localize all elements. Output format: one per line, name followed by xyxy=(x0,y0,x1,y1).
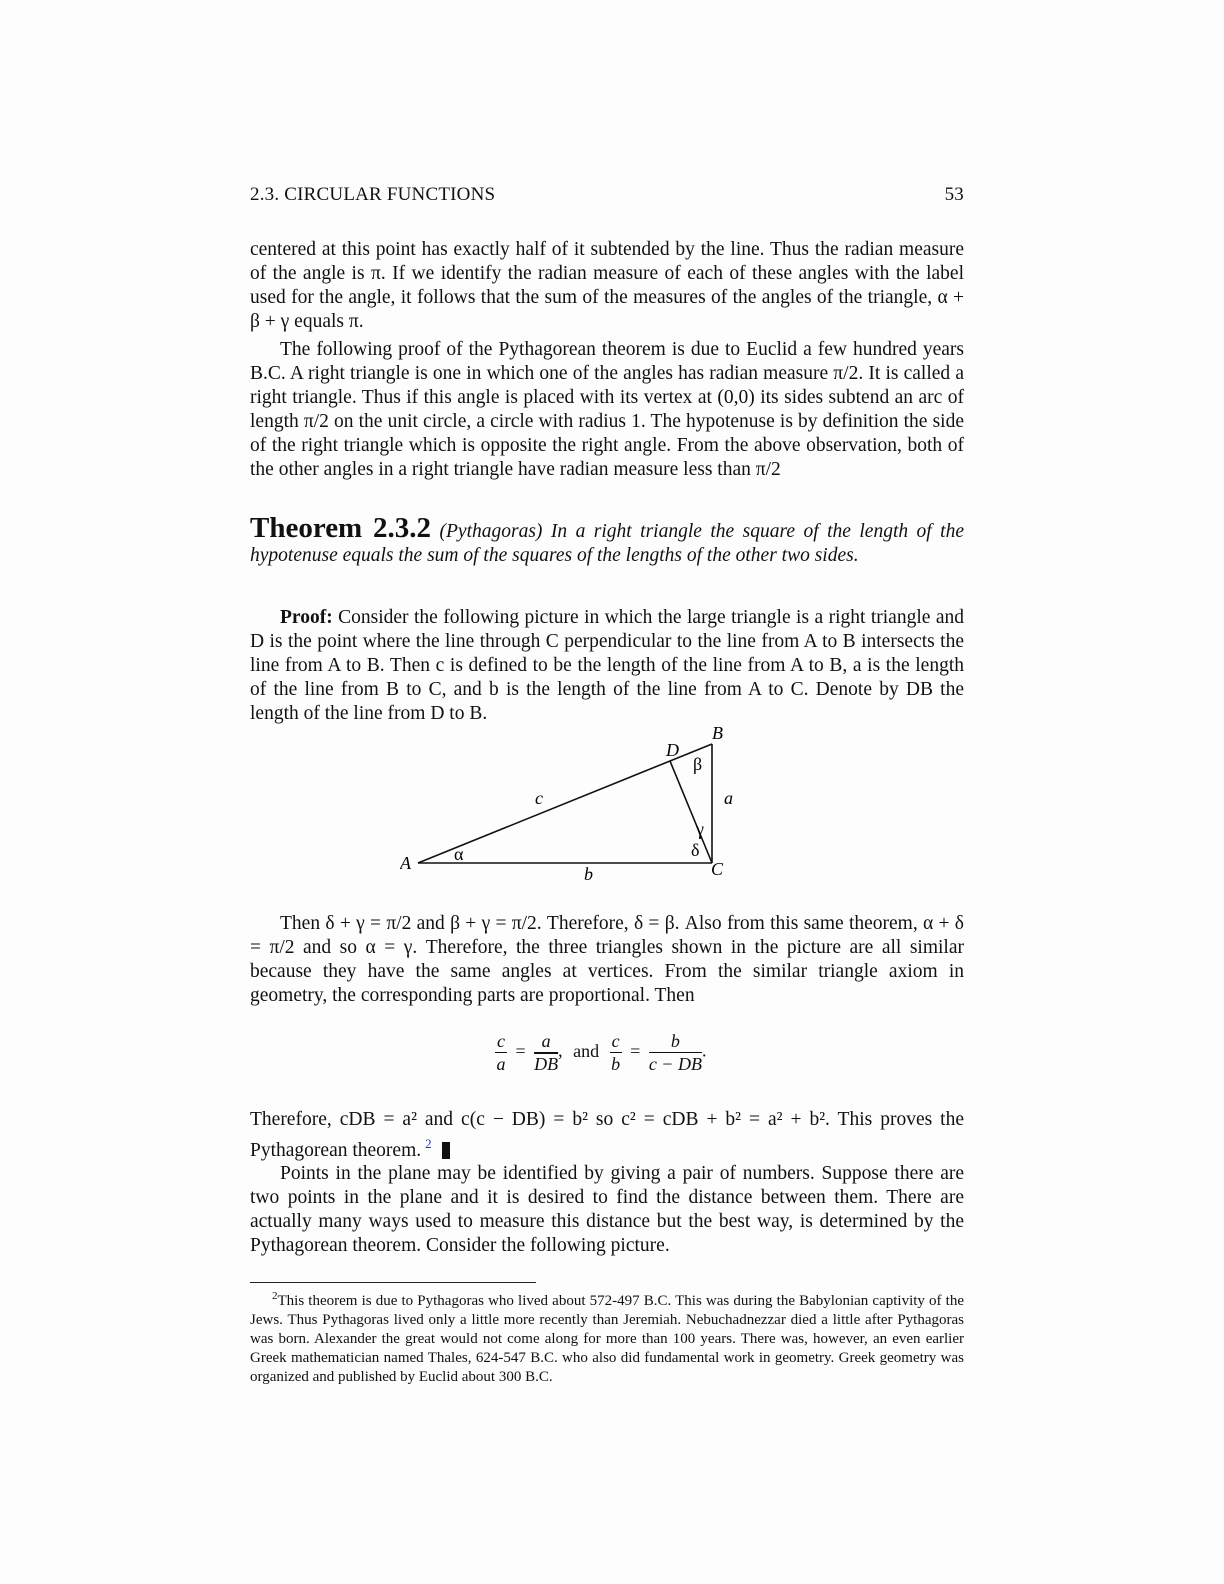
section-title: 2.3. CIRCULAR FUNCTIONS xyxy=(250,184,496,205)
running-head xyxy=(250,184,964,208)
theorem-label: Theorem 2.3.2 xyxy=(250,512,432,544)
after-figure-block xyxy=(250,912,964,1008)
label-c: c xyxy=(535,788,543,808)
fraction-b-over-c-minus-db: $\frac{b}{c - DB}$ xyxy=(648,1031,702,1074)
conclusion-block xyxy=(250,1108,964,1163)
conclusion-text: Therefore, cDB = a² and c(c − DB) = b² so c² = cDB + b² = a² + b². This proves the Pythagorean theorem. xyxy=(250,1109,964,1161)
footnote xyxy=(250,1287,964,1387)
label-gamma: γ xyxy=(696,819,704,839)
footnote-rule xyxy=(250,1282,536,1283)
paragraph-2-block xyxy=(250,338,964,482)
paragraph-1: centered at this point has exactly half of it subtended by the line. Thus the radian measure of the angle is π. If we identify the radian measure of each of these angles with the label used for the angle, it follows that the sum of the measures of the angles of the triangle, α + β + γ equals π. xyxy=(250,239,964,332)
after-figure-paragraph: Then δ + γ = π/2 and β + γ = π/2. Therefore, δ = β. Also from this same theorem, α + δ = π/2 and so α = γ. Therefore, the three triangles shown in the picture are all similar because they have the same angles at vertices. From the similar triangle axiom in geometry, the corresponding parts are proportional. Then xyxy=(250,913,964,1006)
label-B: B xyxy=(712,723,723,743)
fraction-a-over-db: $\frac{a}{DB}$ xyxy=(534,1031,559,1074)
footnote-reference[interactable]: 2 xyxy=(425,1136,432,1151)
theorem-block xyxy=(250,512,965,568)
page-number: 53 xyxy=(944,184,964,205)
footnote-mark: 2 xyxy=(272,1290,278,1302)
last-paragraph: Points in the plane may be identified by giving a pair of numbers. Suppose there are two points in the plane and it is desired to find the distance between them. There are actually many ways used to measure this distance but the best way, is determined by the Pythagorean theorem. Consider the following picture. xyxy=(250,1163,964,1256)
proof-label: Proof: xyxy=(280,607,333,628)
theorem-statement: (Pythagoras) In a right triangle the square of the length of the hypotenuse equals the sum of the squares of the lengths of the other two sides. xyxy=(250,521,965,566)
qed-mark xyxy=(442,1142,450,1159)
display-equation: $\frac{c}{a}$ = $\frac{a}{DB}$ , and $\frac{c}{b}$ = $\frac{b}{c - DB}$ . xyxy=(496,1031,707,1074)
label-A: A xyxy=(400,853,411,873)
paragraph-1-block xyxy=(250,238,964,334)
label-D: D xyxy=(666,740,679,760)
label-C: C xyxy=(711,859,724,879)
label-a: a xyxy=(724,788,733,808)
fraction-c-over-b: $\frac{c}{b}$ xyxy=(611,1031,621,1074)
label-beta: β xyxy=(693,754,703,774)
footnote-text: This theorem is due to Pythagoras who lived about 572-497 B.C. This was during the Babylonian captivity of the Jews. Thus Pythagoras lived only a little more recently than Jeremiah. Nebuchadnezzar died a little after Pythagoras was born. Alexander the great would not come along for more than 100 years. There was, however, an even earlier Greek mathematician named Thales, 624-547 B.C. who also did fundamental work in geometry. Greek geometry was organized and published by Euclid about 300 B.C. xyxy=(250,1293,964,1385)
label-alpha: α xyxy=(454,844,464,864)
right-triangle-figure xyxy=(400,720,740,890)
proof-text: Consider the following picture in which the large triangle is a right triangle and D is the point where the line through C perpendicular to the line from A to B intersects the line from A to B. Then c is defined to be the length of the line from A to B, a is the length of the line from B to C, and b is the length of the line from A to C. Denote by DB the length of the line from D to B. xyxy=(250,607,964,724)
paragraph-2: The following proof of the Pythagorean theorem is due to Euclid a few hundred years B.C. A right triangle is one in which one of the angles has radian measure π/2. It is called a right triangle. Thus if this angle is placed with its vertex at (0,0) its sides subtend an arc of length π/2 on the unit circle, a circle with radius 1. The hypotenuse is by definition the side of the right triangle which is opposite the right angle. From the above observation, both of the other angles in a right triangle have radian measure less than π/2 xyxy=(250,339,964,480)
fraction-c-over-a: $\frac{c}{a}$ xyxy=(496,1031,506,1074)
label-b: b xyxy=(584,864,593,884)
last-paragraph-block xyxy=(250,1162,964,1258)
conclusion-paragraph xyxy=(250,1108,964,1163)
label-delta: δ xyxy=(691,840,700,860)
proof-block xyxy=(250,606,964,726)
theorem xyxy=(250,512,965,568)
proof-paragraph xyxy=(250,606,964,726)
equation-and: and xyxy=(573,1040,600,1061)
